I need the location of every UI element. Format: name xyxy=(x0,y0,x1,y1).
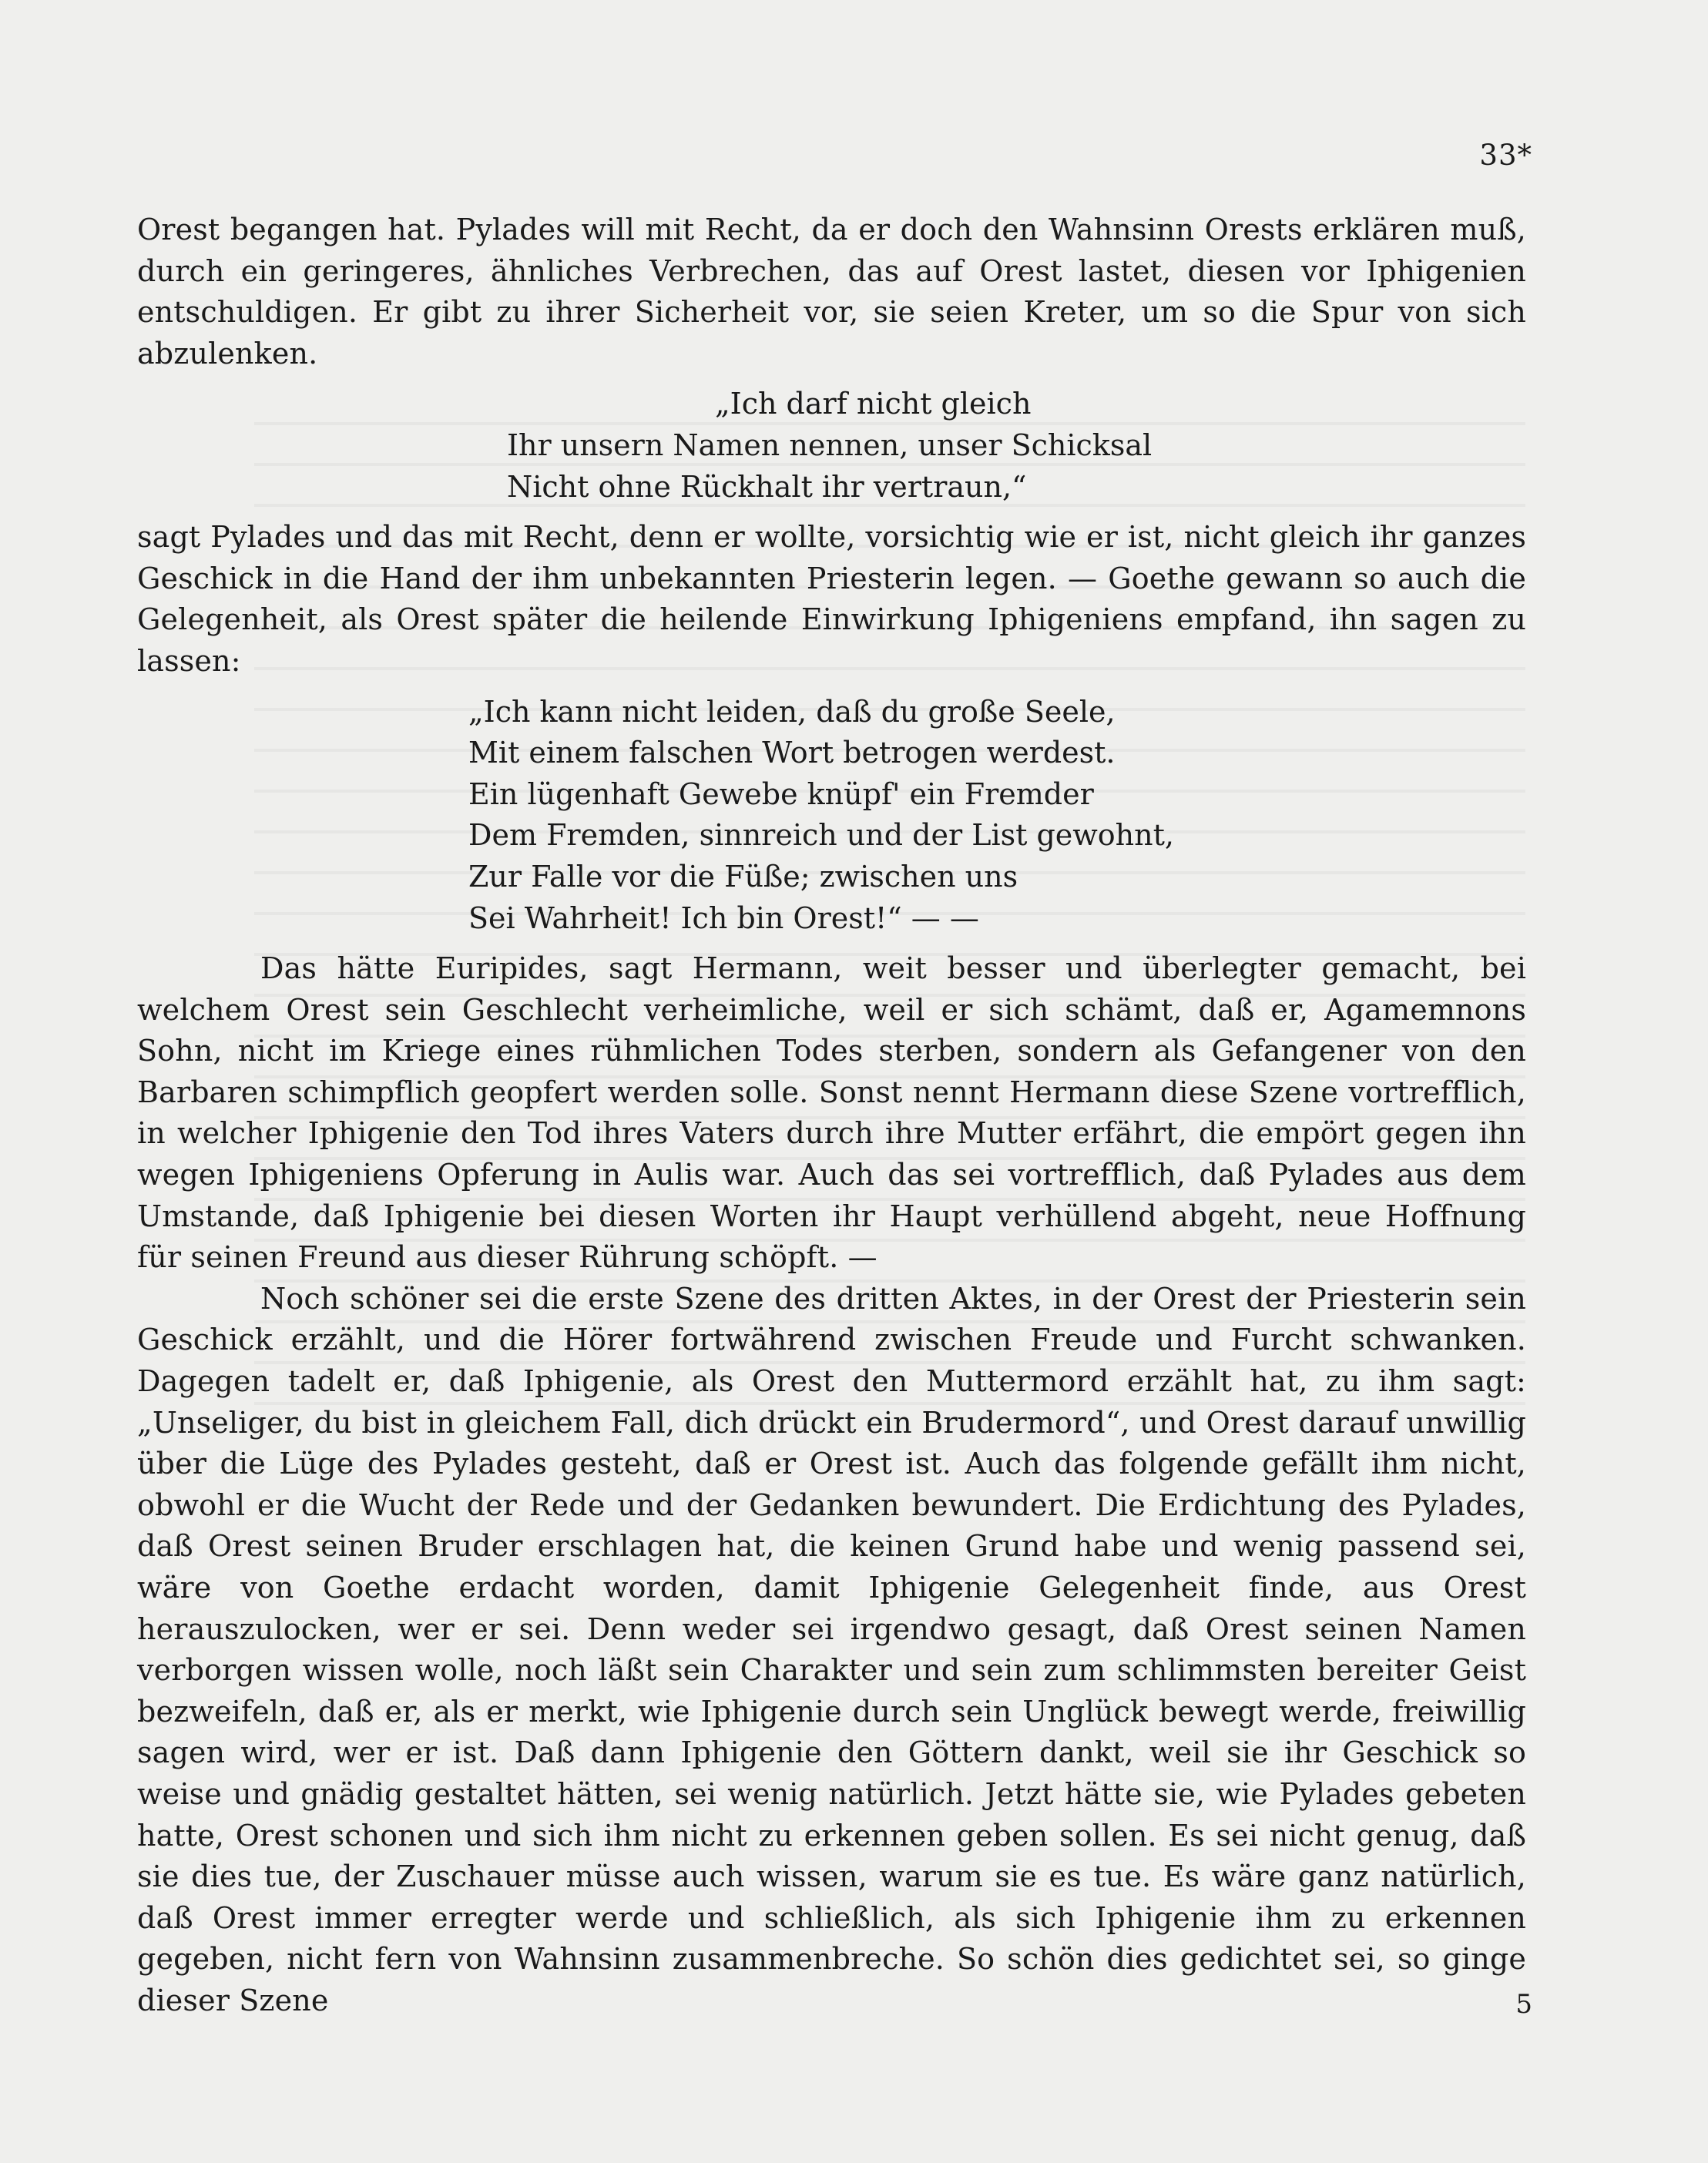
paragraph-2: sagt Pylades und das mit Recht, denn er wollte, vorsichtig wie er ist, nicht gleich ihr ganzes Geschick in die Hand der ihm unbekannten Priesterin legen. — Goethe gewann so auch die Gelegenheit, als Orest später die heilende Einwirkung Iphigeniens empfand, ihn sagen zu lassen: xyxy=(137,520,1526,678)
paragraph-1: Orest begangen hat. Pylades will mit Recht, da er doch den Wahnsinn Orests erklären muß, durch ein geringeres, ähnliches Verbrechen, das auf Orest lastet, diesen vor Iphigenien entschuldigen. Er gibt zu ihrer Sicherheit vor, sie seien Kreter, um so die Spur von sich abzulenken. xyxy=(137,213,1526,371)
verse-quote-1 xyxy=(507,384,1526,508)
paragraph-3: Das hätte Euripides, sagt Hermann, weit besser und überlegter gemacht, bei welchem Orest sein Geschlecht verheimliche, weil er sich schämt, daß er, Agamemnons Sohn, nicht im Kriege eines rühmlichen Todes sterben, sondern als Gefangener von den Barbaren schimpflich geopfert werden solle. Sonst nennt Hermann diese Szene vortrefflich, in welcher Iphigenie den Tod ihres Vaters durch ihre Mutter erfährt, die empört gegen ihn wegen Iphigeniens Opferung in Aulis war. Auch das sei vortrefflich, daß Pylades aus dem Umstande, daß Iphigenie bei diesen Worten ihr Haupt verhüllend abgeht, neue Hoffnung für seinen Freund aus dieser Rührung schöpft. — xyxy=(137,951,1526,1275)
verse-2-line-6: Sei Wahrheit! Ich bin Orest!“ — — xyxy=(468,900,979,935)
verse-1-line-3: Nicht ohne Rückhalt ihr vertraun,“ xyxy=(507,469,1027,504)
body-text xyxy=(137,210,1526,2022)
verse-2-line-1: „Ich kann nicht leiden, daß du große Seele, xyxy=(468,694,1116,729)
verse-2-line-5: Zur Falle vor die Füße; zwischen uns xyxy=(468,859,1018,894)
verse-2-line-3: Ein lügenhaft Gewebe knüpf' ein Fremder xyxy=(468,776,1094,811)
verse-2-line-2: Mit einem falschen Wort betrogen werdest. xyxy=(468,736,1116,770)
verse-quote-2 xyxy=(468,692,1526,940)
verse-1-line-1: „Ich darf nicht gleich xyxy=(715,387,1032,421)
paragraph-4: Noch schöner sei die erste Szene des dritten Aktes, in der Orest der Priesterin sein Geschick erzählt, und die Hörer fortwährend zwischen Freude und Furcht schwanken. Dagegen tadelt er, daß Iphigenie, als Orest den Muttermord erzählt hat, zu ihm sagt: „Unseliger, du bist in gleichem Fall, dich drückt ein Brudermord“, und Orest darauf unwillig über die Lüge des Pylades gesteht, daß er Orest ist. Auch das folgende gefällt ihm nicht, obwohl er die Wucht der Rede und der Gedanken bewundert. Die Erdichtung des Pylades, daß Orest seinen Bruder erschlagen hat, die keinen Grund habe und wenig passend sei, wäre von Goethe erdacht worden, damit Iphigenie Gelegenheit finde, aus Orest herauszulocken, wer er sei. Denn weder sei irgendwo gesagt, daß Orest seinen Namen verborgen wissen wolle, noch läßt sein Charakter und sein zum schlimmsten bereiter Geist bezweifeln, daß er, als er merkt, wie Iphigenie durch sein Unglück bewegt werde, freiwillig sagen wird, wer er ist. Daß dann Iphigenie den Göttern dankt, weil sie ihr Geschick so weise und gnädig gestaltet hätten, sei wenig natürlich. Jetzt hätte sie, wie Pylades gebeten hatte, Orest schonen und sich ihm nicht zu erkennen geben sollen. Es sei nicht genug, daß sie dies tue, der Zuschauer müsse auch wissen, warum sie es tue. Es wäre ganz natürlich, daß Orest immer erregter werde und schließlich, als sich Iphigenie ihm zu erkennen gegeben, nicht fern von Wahnsinn zusammenbreche. So schön dies gedichtet sei, so ginge dieser Szene xyxy=(137,1281,1526,2017)
signature-mark: 5 xyxy=(1515,1989,1532,2020)
verse-1-line-2: Ihr unsern Namen nennen, unser Schicksal xyxy=(507,428,1153,462)
verse-2-line-4: Dem Fremden, sinnreich und der List gewohnt, xyxy=(468,818,1174,853)
page-number: 33* xyxy=(1479,139,1532,172)
